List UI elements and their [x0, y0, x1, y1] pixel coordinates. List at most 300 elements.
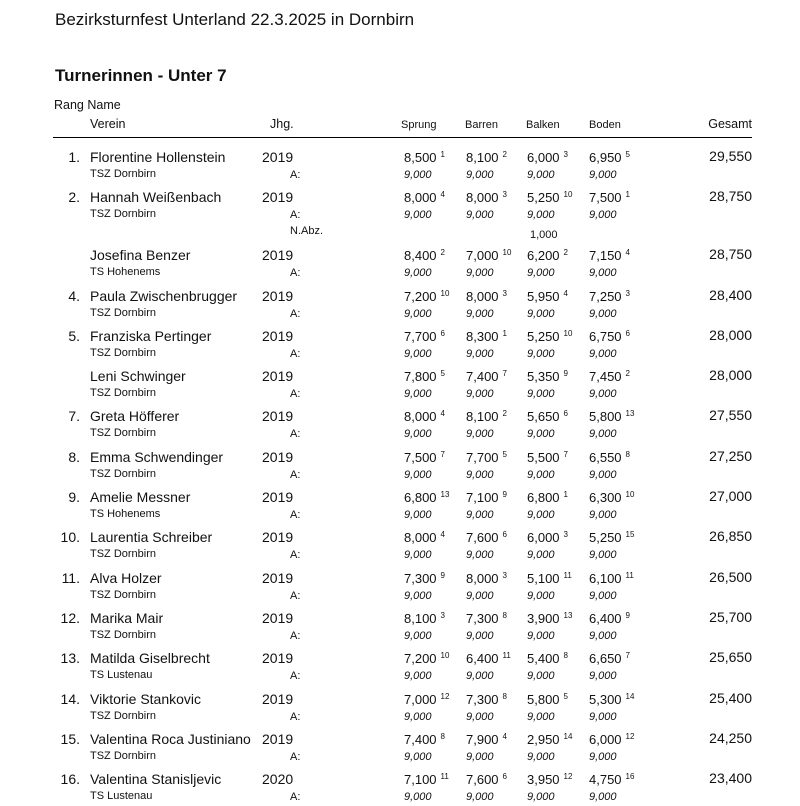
sprung-d-score: 9,000 [404, 267, 432, 279]
boden-d-score: 9,000 [589, 348, 617, 360]
boden-score [589, 692, 634, 707]
barren-score [466, 772, 507, 787]
gymnast-name: Emma Schwendinger [90, 449, 224, 465]
balken-deduction: 1,000 [530, 229, 558, 241]
score-value: 7,800 [404, 369, 437, 384]
placement: 11 [563, 571, 572, 580]
barren-d-score: 9,000 [466, 670, 494, 682]
score-value: 7,400 [466, 369, 499, 384]
club-name: TS Lustenau [90, 790, 153, 802]
barren-d-score: 9,000 [466, 630, 494, 642]
score-value: 6,550 [589, 450, 622, 465]
barren-d-score: 9,000 [466, 469, 494, 481]
boden-score [589, 289, 630, 304]
gymnast-name: Viktorie Stankovic [90, 691, 202, 707]
boden-d-score: 9,000 [589, 791, 617, 803]
placement: 12 [563, 772, 573, 781]
column-header-gesamt: Gesamt [708, 117, 752, 131]
placement: 10 [625, 490, 635, 499]
balken-d-score: 9,000 [527, 388, 555, 400]
barren-d-score: 9,000 [466, 590, 494, 602]
rank: 9. [68, 489, 80, 505]
score-value: 2,950 [527, 732, 560, 747]
score-value: 4,750 [589, 772, 622, 787]
placement: 3 [625, 289, 630, 298]
score-value: 7,000 [466, 248, 499, 263]
balken-d-score: 9,000 [527, 549, 555, 561]
birth-year: 2019 [262, 247, 294, 263]
sprung-score [404, 530, 445, 545]
placement: 16 [625, 772, 635, 781]
score-value: 8,000 [466, 571, 499, 586]
balken-score [527, 329, 572, 344]
rank: 16. [60, 771, 80, 787]
club-name: TSZ Dornbirn [90, 548, 157, 560]
club-name: TSZ Dornbirn [90, 387, 157, 399]
score-value: 7,300 [404, 571, 437, 586]
a-label: A: [290, 267, 301, 279]
score-value: 6,400 [589, 611, 622, 626]
sprung-score [404, 490, 449, 505]
placement: 7 [625, 651, 630, 660]
placement: 11 [625, 571, 634, 580]
balken-score [527, 490, 568, 505]
placement: 12 [625, 732, 635, 741]
gymnast-name: Franziska Pertinger [90, 328, 212, 344]
boden-d-score: 9,000 [589, 169, 617, 181]
placement: 5 [502, 450, 507, 459]
birth-year: 2019 [262, 650, 294, 666]
placement: 3 [563, 530, 568, 539]
rank: 4. [68, 288, 80, 304]
placement: 5 [440, 369, 445, 378]
score-value: 6,750 [589, 329, 622, 344]
boden-score [589, 490, 634, 505]
placement: 5 [625, 150, 630, 159]
placement: 4 [440, 409, 445, 418]
score-value: 7,600 [466, 530, 499, 545]
result-row [0, 142, 800, 184]
placement: 10 [502, 248, 512, 257]
score-value: 7,700 [466, 450, 499, 465]
result-row [0, 603, 800, 645]
balken-score [527, 248, 568, 263]
placement: 2 [563, 248, 568, 257]
score-value: 3,950 [527, 772, 560, 787]
placement: 4 [563, 289, 568, 298]
birth-year: 2019 [262, 288, 294, 304]
placement: 9 [440, 571, 445, 580]
total-score: 27,000 [709, 488, 752, 504]
barren-d-score: 9,000 [466, 711, 494, 723]
score-value: 5,350 [527, 369, 560, 384]
boden-score [589, 450, 630, 465]
column-header-sprung: Sprung [401, 119, 437, 131]
barren-score [466, 692, 507, 707]
barren-d-score: 9,000 [466, 388, 494, 400]
club-name: TSZ Dornbirn [90, 468, 157, 480]
total-score: 28,750 [709, 188, 752, 204]
score-value: 8,100 [466, 150, 499, 165]
total-score: 27,250 [709, 448, 752, 464]
score-value: 6,200 [527, 248, 560, 263]
total-score: 23,400 [709, 770, 752, 786]
birth-year: 2019 [262, 328, 294, 344]
column-header-verein: Verein [90, 117, 126, 131]
placement: 3 [563, 150, 568, 159]
rank: 14. [60, 691, 80, 707]
column-header-barren: Barren [465, 119, 499, 131]
column-header-balken: Balken [526, 119, 560, 131]
gymnast-name: Laurentia Schreiber [90, 529, 213, 545]
total-score: 29,550 [709, 148, 752, 164]
club-name: TSZ Dornbirn [90, 750, 157, 762]
boden-score [589, 190, 630, 205]
balken-d-score: 9,000 [527, 711, 555, 723]
column-header-boden: Boden [589, 119, 621, 131]
birth-year: 2019 [262, 570, 294, 586]
rank: 2. [68, 189, 80, 205]
result-row [0, 442, 800, 484]
result-row [0, 482, 800, 524]
placement: 2 [502, 409, 507, 418]
sprung-d-score: 9,000 [404, 388, 432, 400]
boden-score [589, 611, 630, 626]
score-value: 7,600 [466, 772, 499, 787]
placement: 4 [502, 732, 507, 741]
balken-score [527, 611, 572, 626]
rank: 11. [61, 570, 80, 586]
boden-d-score: 9,000 [589, 267, 617, 279]
result-row [0, 643, 800, 685]
barren-score [466, 248, 511, 263]
sprung-d-score: 9,000 [404, 590, 432, 602]
placement: 6 [502, 772, 507, 781]
sprung-score [404, 150, 445, 165]
score-value: 7,700 [404, 329, 437, 344]
score-value: 8,100 [466, 409, 499, 424]
score-value: 6,000 [527, 530, 560, 545]
placement: 2 [625, 369, 630, 378]
score-value: 8,500 [404, 150, 437, 165]
balken-score [527, 651, 568, 666]
gymnast-name: Florentine Hollenstein [90, 149, 226, 165]
score-value: 7,200 [404, 651, 437, 666]
placement: 6 [440, 329, 445, 338]
sprung-score [404, 732, 445, 747]
barren-score [466, 611, 507, 626]
boden-d-score: 9,000 [589, 509, 617, 521]
balken-d-score: 9,000 [527, 469, 555, 481]
club-name: TSZ Dornbirn [90, 168, 157, 180]
placement: 1 [563, 490, 568, 499]
score-value: 8,000 [404, 409, 437, 424]
placement: 7 [563, 450, 568, 459]
rank: 13. [60, 650, 80, 666]
a-label: A: [290, 791, 301, 803]
placement: 6 [502, 530, 507, 539]
n-abz-label: N.Abz. [290, 225, 324, 237]
score-value: 6,650 [589, 651, 622, 666]
boden-score [589, 329, 630, 344]
gymnast-name: Hannah Weißenbach [90, 189, 222, 205]
barren-score [466, 450, 507, 465]
a-label: A: [290, 169, 301, 181]
barren-d-score: 9,000 [466, 348, 494, 360]
placement: 10 [440, 651, 450, 660]
birth-year: 2020 [262, 771, 294, 787]
document-title: Bezirksturnfest Unterland 22.3.2025 in Dornbirn [55, 10, 415, 29]
score-value: 3,900 [527, 611, 560, 626]
rank: 10. [60, 529, 80, 545]
score-value: 5,650 [527, 409, 560, 424]
boden-score [589, 530, 634, 545]
placement: 6 [625, 329, 630, 338]
barren-score [466, 530, 507, 545]
club-name: TSZ Dornbirn [90, 307, 157, 319]
sprung-d-score: 9,000 [404, 630, 432, 642]
result-row [0, 361, 800, 403]
gymnast-name: Amelie Messner [90, 489, 191, 505]
header-rule [53, 137, 752, 138]
boden-score [589, 732, 634, 747]
balken-score [527, 732, 572, 747]
club-name: TS Lustenau [90, 669, 153, 681]
birth-year: 2019 [262, 610, 294, 626]
placement: 3 [502, 289, 507, 298]
barren-score [466, 289, 507, 304]
a-label: A: [290, 308, 301, 320]
gymnast-name: Leni Schwinger [90, 368, 186, 384]
result-row [0, 401, 800, 443]
sprung-d-score: 9,000 [404, 670, 432, 682]
sprung-score [404, 772, 449, 787]
rank: 1. [68, 149, 80, 165]
boden-d-score: 9,000 [589, 308, 617, 320]
club-name: TSZ Dornbirn [90, 589, 157, 601]
barren-d-score: 9,000 [466, 791, 494, 803]
placement: 8 [502, 611, 507, 620]
balken-score [527, 289, 568, 304]
placement: 10 [563, 329, 573, 338]
boden-score [589, 571, 634, 586]
score-value: 6,300 [589, 490, 622, 505]
gymnast-name: Marika Mair [90, 610, 164, 626]
score-value: 5,300 [589, 692, 622, 707]
score-value: 5,800 [527, 692, 560, 707]
balken-d-score: 9,000 [527, 791, 555, 803]
sprung-d-score: 9,000 [404, 469, 432, 481]
score-value: 7,500 [404, 450, 437, 465]
sprung-d-score: 9,000 [404, 791, 432, 803]
balken-score [527, 571, 572, 586]
rank: 5. [68, 328, 80, 344]
score-value: 5,500 [527, 450, 560, 465]
club-name: TSZ Dornbirn [90, 629, 157, 641]
score-value: 7,300 [466, 692, 499, 707]
birth-year: 2019 [262, 149, 294, 165]
placement: 11 [440, 772, 449, 781]
balken-score [527, 190, 572, 205]
boden-score [589, 772, 634, 787]
birth-year: 2019 [262, 489, 294, 505]
placement: 7 [440, 450, 445, 459]
boden-score [589, 150, 630, 165]
total-score: 26,500 [709, 569, 752, 585]
sprung-d-score: 9,000 [404, 169, 432, 181]
score-value: 6,950 [589, 150, 622, 165]
boden-d-score: 9,000 [589, 428, 617, 440]
score-value: 5,250 [527, 190, 560, 205]
club-name: TS Hohenems [90, 266, 161, 278]
sprung-score [404, 651, 449, 666]
placement: 14 [625, 692, 635, 701]
score-value: 8,000 [466, 289, 499, 304]
score-value: 5,400 [527, 651, 560, 666]
barren-d-score: 9,000 [466, 751, 494, 763]
result-row [0, 724, 800, 766]
score-value: 5,250 [589, 530, 622, 545]
sprung-score [404, 248, 445, 263]
barren-score [466, 329, 507, 344]
boden-d-score: 9,000 [589, 469, 617, 481]
sprung-d-score: 9,000 [404, 549, 432, 561]
boden-score [589, 409, 634, 424]
sprung-d-score: 9,000 [404, 348, 432, 360]
balken-d-score: 9,000 [527, 751, 555, 763]
score-value: 5,250 [527, 329, 560, 344]
sprung-score [404, 450, 445, 465]
placement: 2 [440, 248, 445, 257]
result-row [0, 563, 800, 605]
barren-score [466, 409, 507, 424]
barren-d-score: 9,000 [466, 428, 494, 440]
score-value: 7,100 [466, 490, 499, 505]
placement: 12 [440, 692, 450, 701]
placement: 3 [502, 571, 507, 580]
club-name: TSZ Dornbirn [90, 427, 157, 439]
sprung-d-score: 9,000 [404, 209, 432, 221]
score-value: 6,800 [404, 490, 437, 505]
score-value: 7,250 [589, 289, 622, 304]
a-label: A: [290, 711, 301, 723]
birth-year: 2019 [262, 691, 294, 707]
birth-year: 2019 [262, 408, 294, 424]
barren-d-score: 9,000 [466, 267, 494, 279]
placement: 8 [625, 450, 630, 459]
placement: 7 [502, 369, 507, 378]
boden-d-score: 9,000 [589, 209, 617, 221]
balken-d-score: 9,000 [527, 308, 555, 320]
score-value: 7,150 [589, 248, 622, 263]
placement: 4 [625, 248, 630, 257]
barren-score [466, 571, 507, 586]
placement: 5 [563, 692, 568, 701]
sprung-d-score: 9,000 [404, 751, 432, 763]
gymnast-name: Valentina Roca Justiniano [90, 731, 251, 747]
score-value: 8,100 [404, 611, 437, 626]
barren-score [466, 490, 507, 505]
sprung-score [404, 611, 445, 626]
balken-score [527, 409, 568, 424]
balken-d-score: 9,000 [527, 670, 555, 682]
score-value: 6,000 [527, 150, 560, 165]
a-label: A: [290, 348, 301, 360]
column-header-jhg: Jhg. [270, 117, 294, 131]
a-label: A: [290, 388, 301, 400]
balken-score [527, 692, 568, 707]
balken-score [527, 450, 568, 465]
rank: 15. [60, 731, 80, 747]
sprung-score [404, 571, 445, 586]
sprung-d-score: 9,000 [404, 711, 432, 723]
gymnast-name: Paula Zwischenbrugger [90, 288, 238, 304]
sprung-score [404, 190, 445, 205]
balken-d-score: 9,000 [527, 509, 555, 521]
sprung-score [404, 409, 445, 424]
score-value: 8,000 [404, 530, 437, 545]
barren-d-score: 9,000 [466, 209, 494, 221]
boden-d-score: 9,000 [589, 630, 617, 642]
boden-d-score: 9,000 [589, 549, 617, 561]
a-label: A: [290, 428, 301, 440]
placement: 15 [625, 530, 635, 539]
boden-d-score: 9,000 [589, 751, 617, 763]
gymnast-name: Greta Höfferer [90, 408, 180, 424]
balken-d-score: 9,000 [527, 590, 555, 602]
total-score: 28,000 [709, 327, 752, 343]
a-label: A: [290, 630, 301, 642]
boden-score [589, 248, 630, 263]
column-header-name: Name [87, 98, 121, 112]
barren-score [466, 732, 507, 747]
placement: 13 [440, 490, 450, 499]
club-name: TSZ Dornbirn [90, 347, 157, 359]
score-value: 6,100 [589, 571, 622, 586]
a-label: A: [290, 469, 301, 481]
score-value: 8,000 [404, 190, 437, 205]
balken-score [527, 150, 568, 165]
placement: 6 [563, 409, 568, 418]
balken-d-score: 9,000 [527, 428, 555, 440]
gymnast-name: Valentina Stanisljevic [90, 771, 222, 787]
placement: 10 [563, 190, 573, 199]
result-row [0, 684, 800, 726]
balken-d-score: 9,000 [527, 348, 555, 360]
score-value: 7,300 [466, 611, 499, 626]
sprung-score [404, 692, 449, 707]
column-header-rang-label: Rang [54, 98, 84, 112]
placement: 13 [625, 409, 635, 418]
a-label: A: [290, 751, 301, 763]
rank: 12. [60, 610, 80, 626]
result-row [0, 182, 800, 241]
club-name: TS Hohenems [90, 508, 161, 520]
score-value: 5,800 [589, 409, 622, 424]
a-label: A: [290, 549, 301, 561]
balken-score [527, 369, 568, 384]
total-score: 28,400 [709, 287, 752, 303]
score-value: 7,100 [404, 772, 437, 787]
score-value: 5,950 [527, 289, 560, 304]
placement: 10 [440, 289, 450, 298]
score-value: 8,300 [466, 329, 499, 344]
total-score: 25,650 [709, 649, 752, 665]
a-label: A: [290, 590, 301, 602]
score-value: 7,900 [466, 732, 499, 747]
placement: 9 [502, 490, 507, 499]
placement: 3 [502, 190, 507, 199]
